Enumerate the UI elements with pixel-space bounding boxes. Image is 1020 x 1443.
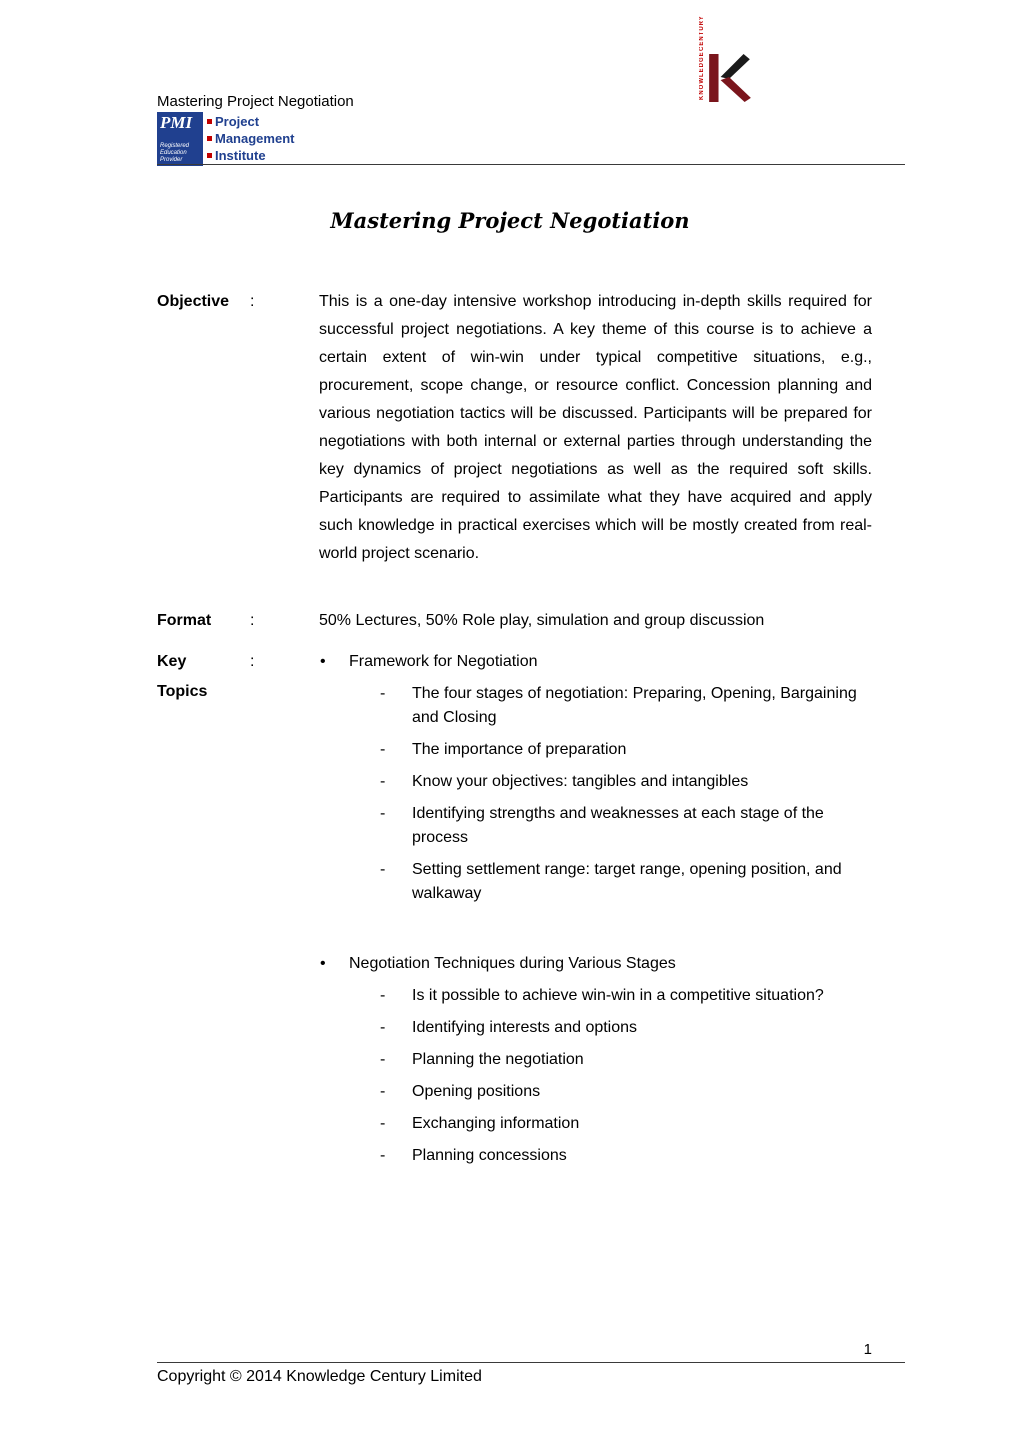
topic-sub-item-text: Planning the negotiation: [412, 1051, 584, 1068]
topic-sub-item: [319, 770, 872, 794]
topic-sub-item: [319, 802, 872, 850]
key-topics-section: [157, 650, 887, 1168]
key-topics-label-key: Key: [157, 653, 187, 670]
objective-section: [157, 288, 887, 568]
format-text: 50% Lectures, 50% Role play, simulation and group discussion: [319, 612, 765, 629]
dash-icon: -: [380, 1083, 386, 1100]
dash-icon: -: [380, 741, 386, 758]
topic-sub-item-text: The importance of preparation: [412, 741, 627, 758]
pmi-rep-logo: [157, 112, 294, 166]
dash-icon: -: [380, 987, 386, 1004]
kc-wordmark-line2: CENTURY: [699, 15, 705, 52]
document-body: [157, 288, 887, 1168]
copyright-text: Copyright © 2014 Knowledge Century Limited: [157, 1368, 482, 1385]
topic-group-title: [319, 952, 872, 976]
topic-sub-item: [319, 1112, 872, 1136]
kc-wordmark: [698, 15, 706, 100]
topic-sub-item: [319, 858, 872, 906]
bullet-icon: •: [320, 955, 326, 972]
dash-icon: -: [380, 773, 386, 790]
topic-group-framework: [319, 650, 872, 906]
running-header-title: Mastering Project Negotiation: [157, 93, 354, 110]
topic-group-title-text: Negotiation Techniques during Various Stages: [349, 955, 676, 972]
objective-text: This is a one-day intensive workshop introducing in-depth skills required for successful project negotiations. A key theme of this course is to achieve a certain extent of win-win under typical competitive situations, e.g., procurement, scope change, or resource conflict. Concession planning and various negotiation tactics will be discussed. Participants will be prepared for negotiations with both internal or external parties through understanding the key dynamics of project negotiations as well as the required soft skills. Participants are required to assimilate what they have acquired and apply such knowledge in practical exercises which will be mostly created from real-world project scenario.: [319, 293, 872, 562]
header-divider: [157, 164, 905, 165]
topic-sub-item: [319, 738, 872, 762]
topic-sub-item-text: Identifying interests and options: [412, 1019, 638, 1036]
topic-group-title: [319, 650, 872, 674]
footer-divider: [157, 1362, 905, 1363]
format-label: Format: [157, 612, 212, 629]
topic-sub-item-text: Planning concessions: [412, 1147, 567, 1164]
kc-wordmark-line1: KNOWLEDGE: [699, 51, 705, 100]
objective-colon: :: [250, 293, 255, 310]
topic-sub-item-text: Exchanging information: [412, 1115, 580, 1132]
pmi-name-line2: [207, 131, 294, 146]
topic-sub-item-text: Is it possible to achieve win-win in a competitive situation?: [412, 987, 824, 1004]
topic-sub-item: [319, 1016, 872, 1040]
dash-icon: -: [380, 1147, 386, 1164]
dash-icon: -: [380, 1115, 386, 1132]
topic-sub-item: [319, 1080, 872, 1104]
bullet-icon: •: [320, 653, 326, 670]
key-topics-content: [319, 650, 872, 1168]
page-number: 1: [863, 1341, 872, 1358]
pmi-mark: PMI: [160, 113, 193, 132]
dash-icon: -: [380, 861, 386, 878]
topic-sub-item-text: Setting settlement range: target range, opening position, and walkaway: [412, 861, 842, 902]
topic-sub-item-text: Identifying strengths and weaknesses at each stage of the process: [412, 805, 824, 846]
dash-icon: -: [380, 685, 386, 702]
key-topics-label-line1: [157, 650, 319, 674]
red-square-icon: [207, 119, 212, 124]
kc-k-icon: [708, 54, 752, 102]
pmi-name-word3: Institute: [215, 148, 266, 163]
pmi-name-line1: [207, 114, 294, 129]
page-title: Mastering Project Negotiation: [330, 208, 690, 233]
topic-sub-item-text: Know your objectives: tangibles and intangibles: [412, 773, 749, 790]
key-topics-label-cell: [157, 650, 319, 704]
dash-icon: -: [380, 805, 386, 822]
format-colon: :: [250, 612, 255, 629]
pmi-rep-line2: Education: [160, 150, 187, 156]
pmi-rep-line1: Registered: [160, 143, 190, 149]
knowledge-century-logo: [698, 15, 752, 102]
dash-icon: -: [380, 1019, 386, 1036]
topic-sub-item: [319, 984, 872, 1008]
pmi-name-word1: Project: [215, 114, 260, 129]
objective-label-cell: [157, 288, 319, 316]
topic-sub-item-text: The four stages of negotiation: Preparing, Opening, Bargaining and Closing: [412, 685, 857, 726]
red-square-icon: [207, 153, 212, 158]
dash-icon: -: [380, 1051, 386, 1068]
pmi-name-word2: Management: [215, 131, 295, 146]
topic-sub-item: [319, 1048, 872, 1072]
topic-sub-item: [319, 1144, 872, 1168]
key-topics-colon: :: [250, 653, 255, 670]
topic-sub-item-text: Opening positions: [412, 1083, 541, 1100]
format-section: [157, 607, 887, 635]
topic-group-techniques: [319, 952, 872, 1168]
pmi-name: [203, 112, 294, 166]
pmi-rep-text: [160, 143, 189, 164]
objective-label: Objective: [157, 293, 230, 310]
pmi-name-line3: [207, 148, 294, 163]
topic-sub-item: [319, 682, 872, 730]
key-topics-label-topics: Topics: [157, 683, 208, 700]
topic-group-title-text: Framework for Negotiation: [349, 653, 538, 670]
pmi-logo-box: [157, 112, 203, 166]
format-label-cell: [157, 607, 319, 635]
pmi-rep-line3: Provider: [160, 157, 183, 163]
red-square-icon: [207, 136, 212, 141]
